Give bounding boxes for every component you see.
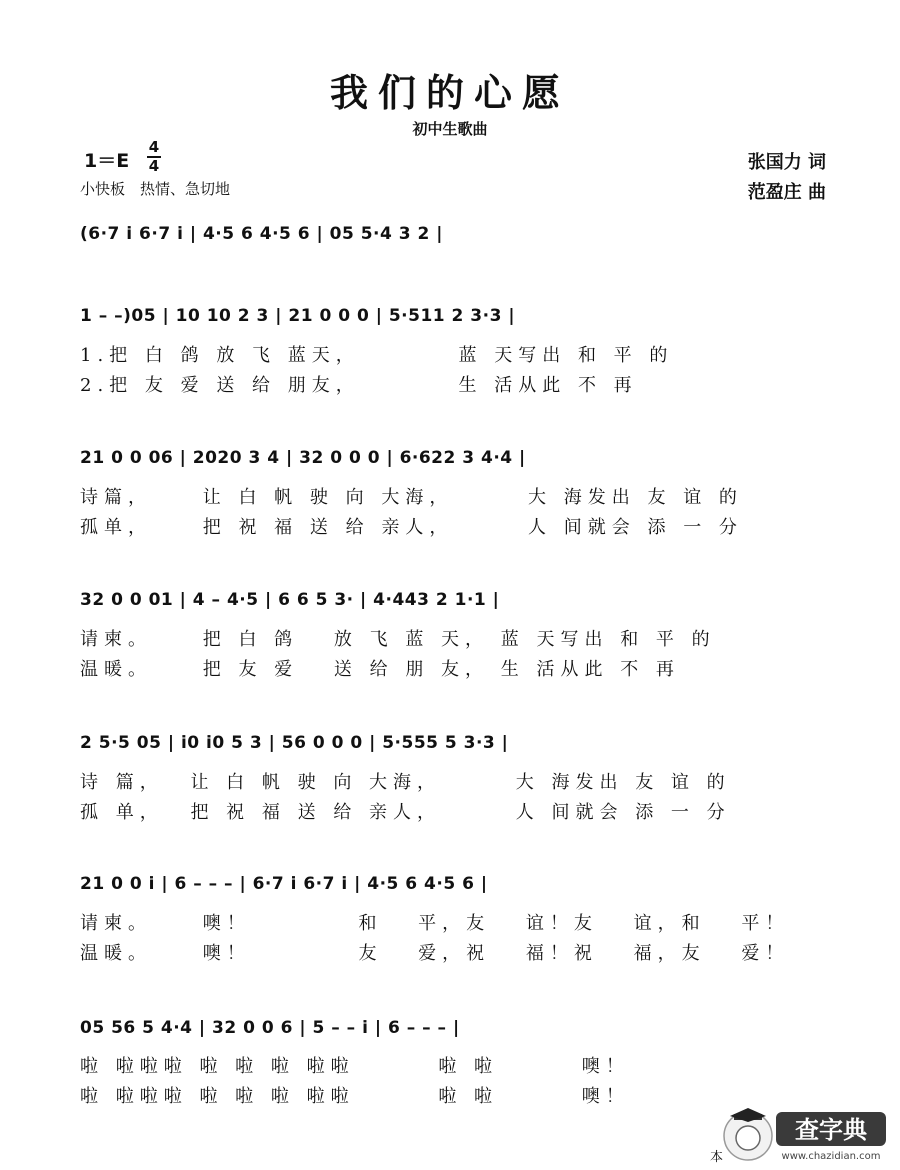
watermark-logo [718, 1104, 890, 1164]
lyrics-line-6-verse-1: 请柬。 噢！ 和 平，友 谊！友 谊，和 平！ [80, 913, 790, 934]
key-signature: 1＝E [84, 150, 130, 172]
song-title: 我们的心愿 [329, 70, 570, 115]
notation-line-5: 2 5·5 05 | i̇0 i̇0 5 3 | 56 0 0 0 | 5·555 5 3·3 | [80, 733, 509, 753]
notation-line-1: (6·7 i̇ 6·7 i̇ | 4·5 6 4·5 6 | 05 5·4 3 2 | [80, 224, 443, 244]
lyrics-line-2-verse-2: 2.把 友 爱 送 给 朋友， 生 活从此 不 再 [80, 375, 638, 396]
lyrics-line-3-verse-1: 诗篇， 让 白 帆 驶 向 大海， 大 海发出 友 谊 的 [80, 487, 743, 508]
tempo-marking: 小快板 热情、急切地 [80, 180, 231, 198]
time-signature-top: 4 [148, 138, 160, 156]
watermark-graphic [718, 1104, 890, 1164]
time-signature [147, 140, 161, 174]
lyrics-line-4-verse-1: 请柬。 把 白 鸽 放 飞 蓝 天， 蓝 天写出 和 平 的 [80, 629, 716, 650]
lyrics-line-6-verse-2: 温暖。 噢！ 友 爱，祝 福！祝 福，友 爱！ [80, 943, 790, 964]
lyrics-line-2-verse-1: 1.把 白 鸽 放 飞 蓝天， 蓝 天写出 和 平 的 [80, 345, 674, 366]
notation-line-3: 21 0 0 06 | 2020 3 4 | 32 0 0 0 | 6·622 3 4·4 | [80, 448, 526, 468]
notation-line-4: 32 0 0 01 | 4 – 4·5 | 6 6 5 3· | 4·443 2 1·1 | [80, 590, 500, 610]
notation-line-7: 05 56 5 4·4 | 32 0 0 6 | 5 – – i̇ | 6 – – – | [80, 1018, 460, 1038]
notation-line-2: 1 – –)05 | 10 10 2 3 | 21 0 0 0 | 5·511 2 3·3 | [80, 306, 516, 326]
lyrics-line-3-verse-2: 孤单， 把 祝 福 送 给 亲人， 人 间就会 添 一 分 [80, 517, 743, 538]
lyrics-line-4-verse-2: 温暖。 把 友 爱 送 给 朋 友， 生 活从此 不 再 [80, 659, 680, 680]
notation-line-6: 21 0 0 i̇ | 6 – – – | 6·7 i̇ 6·7 i̇ | 4·5 6 4·5 6 | [80, 874, 488, 894]
lyrics-line-7-verse-1: 啦 啦啦啦 啦 啦 啦 啦啦 啦 啦 噢！ [80, 1056, 630, 1077]
lyrics-line-5-verse-2: 孤 单， 把 祝 福 送 给 亲人， 人 间就会 添 一 分 [80, 802, 731, 823]
lyrics-line-5-verse-1: 诗 篇， 让 白 帆 驶 向 大海， 大 海发出 友 谊 的 [80, 772, 731, 793]
lyrics-line-7-verse-2: 啦 啦啦啦 啦 啦 啦 啦啦 啦 啦 噢！ [80, 1086, 630, 1107]
watermark-text: 查字典 [795, 1116, 867, 1144]
lyricist-credit: 张国力 词 [747, 152, 826, 173]
watermark-url: www.chazidian.com [781, 1151, 881, 1162]
song-subtitle: 初中生歌曲 [412, 120, 488, 138]
composer-credit: 范盈庄 曲 [747, 182, 826, 203]
page-mark: 本 [710, 1150, 724, 1165]
time-signature-bottom: 4 [148, 157, 160, 175]
